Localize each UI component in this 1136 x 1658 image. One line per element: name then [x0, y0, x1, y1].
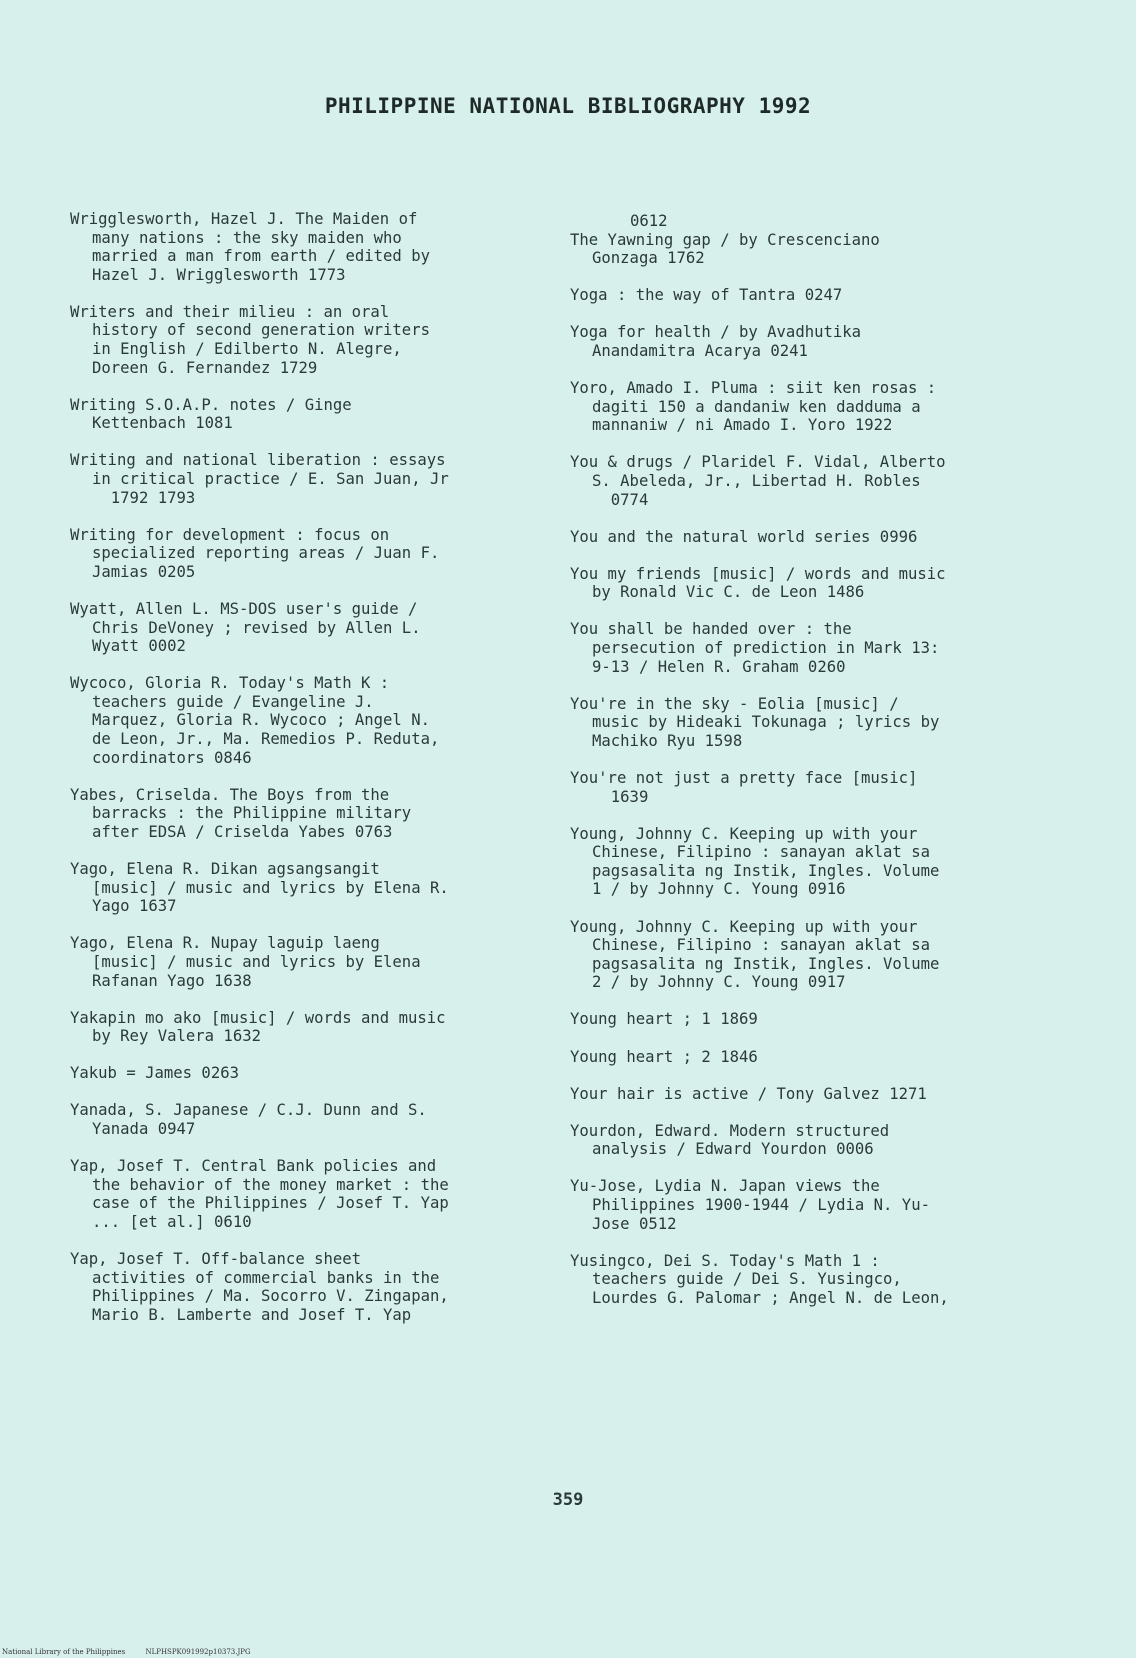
right-column [570, 212, 1030, 1326]
footer-source: National Library of the Philippines [2, 1648, 126, 1656]
bibliography-entry: The Yawning gap / by Crescenciano Gonzaga 1762 [570, 230, 880, 268]
bibliography-entry: You & drugs / Plaridel F. Vidal, Alberto S. Abeleda, Jr., Libertad H. Robles 0774 [570, 453, 946, 509]
bibliography-entry: Writers and their milieu : an oral history of second generation writers in English / Edilberto N. Alegre, Doreen G. Fernandez 1729 [70, 302, 430, 377]
page-number: 359 [552, 1490, 584, 1510]
footer-file: NLPHSPK091992p10373.JPG [145, 1648, 251, 1656]
bibliography-entry: Yago, Elena R. Nupay laguip laeng [music] / music and lyrics by Elena Rafanan Yago 1638 [70, 934, 421, 990]
left-column [70, 210, 530, 1343]
bibliography-entry: Yoga for health / by Avadhutika Anandamitra Acarya 0241 [570, 323, 862, 360]
continued-entry-number: 0612 [630, 212, 668, 230]
bibliography-entry: You my friends [music] / words and music by Ronald Vic C. de Leon 1486 [570, 564, 946, 602]
bibliography-entry: Young, Johnny C. Keeping up with your Chinese, Filipino : sanayan aklat sa pagsasalita ng Instik, Ingles. Volume 1 / by Johnny C. Young 0916 [570, 824, 940, 899]
bibliography-entry: Wrigglesworth, Hazel J. The Maiden of many nations : the sky maiden who married a man from earth / edited by Hazel J. Wrigglesworth 1773 [70, 210, 430, 284]
bibliography-entry: You're not just a pretty face [music] 1639 [570, 768, 918, 806]
bibliography-entry: Yu-Jose, Lydia N. Japan views the Philippines 1900-1944 / Lydia N. Yu- Jose 0512 [570, 1177, 930, 1233]
bibliography-entry: Yanada, S. Japanese / C.J. Dunn and S. Yanada 0947 [70, 1101, 427, 1138]
bibliography-entry: Your hair is active / Tony Galvez 1271 [570, 1084, 927, 1103]
bibliography-entry: Wycoco, Gloria R. Today's Math K : teachers guide / Evangeline J. Marquez, Gloria R. Wycoco ; Angel N. de Leon, Jr., Ma. Remedios P. Reduta, coordinators 0846 [70, 674, 440, 767]
bibliography-entry: Yakub = James 0263 [70, 1064, 239, 1083]
bibliography-entry: Young heart ; 2 1846 [570, 1047, 758, 1066]
bibliography-entry: Yap, Josef T. Off-balance sheet activities of commercial banks in the Philippines / Ma. Socorro V. Zingapan, Mario B. Lamberte and Josef T. Yap [70, 1249, 449, 1324]
bibliography-entry: Writing and national liberation : essays in critical practice / E. San Juan, Jr 1792 1793 [70, 451, 449, 507]
bibliography-entry: You're in the sky - Eolia [music] / music by Hideaki Tokunaga ; lyrics by Machiko Ryu 1598 [570, 694, 940, 750]
bibliography-entry: Yourdon, Edward. Modern structured analysis / Edward Yourdon 0006 [570, 1121, 890, 1159]
page-title: PHILIPPINE NATIONAL BIBLIOGRAPHY 1992 [324, 94, 812, 118]
bibliography-entry: You shall be handed over : the persecution of prediction in Mark 13: 9-13 / Helen R. Graham 0260 [570, 620, 940, 676]
bibliography-entry: Yoga : the way of Tantra 0247 [570, 286, 843, 305]
bibliography-entry: Writing S.O.A.P. notes / Ginge Kettenbach 1081 [70, 395, 352, 433]
bibliography-entry: Young, Johnny C. Keeping up with your Chinese, Filipino : sanayan aklat sa pagsasalita ng Instik, Ingles. Volume 2 / by Johnny C. Young 0917 [570, 917, 940, 992]
bibliography-entry: Writing for development : focus on specialized reporting areas / Juan F. Jamias 0205 [70, 525, 440, 581]
scan-footer [2, 1648, 269, 1656]
bibliography-entry: Young heart ; 1 1869 [570, 1010, 758, 1029]
bibliography-entry: Wyatt, Allen L. MS-DOS user's guide / Chris DeVoney ; revised by Allen L. Wyatt 0002 [70, 600, 421, 656]
bibliography-entry: You and the natural world series 0996 [570, 527, 918, 546]
bibliography-entry: Yabes, Criselda. The Boys from the barracks : the Philippine military after EDSA / Criselda Yabes 0763 [70, 785, 412, 841]
bibliography-entry: Yago, Elena R. Dikan agsangsangit [music] / music and lyrics by Elena R. Yago 1637 [70, 860, 449, 916]
bibliography-entry: Yoro, Amado I. Pluma : siit ken rosas : dagiti 150 a dandaniw ken dadduma a mannaniw / ni Amado I. Yoro 1922 [570, 379, 937, 435]
bibliography-entry: Yusingco, Dei S. Today's Math 1 : teachers guide / Dei S. Yusingco, Lourdes G. Palomar ; Angel N. de Leon, [570, 1251, 949, 1307]
bibliography-entry: Yakapin mo ako [music] / words and music by Rey Valera 1632 [70, 1008, 446, 1046]
bibliography-entry: Yap, Josef T. Central Bank policies and the behavior of the money market : the case of the Philippines / Josef T. Yap ... [et al.] 0610 [70, 1157, 449, 1231]
